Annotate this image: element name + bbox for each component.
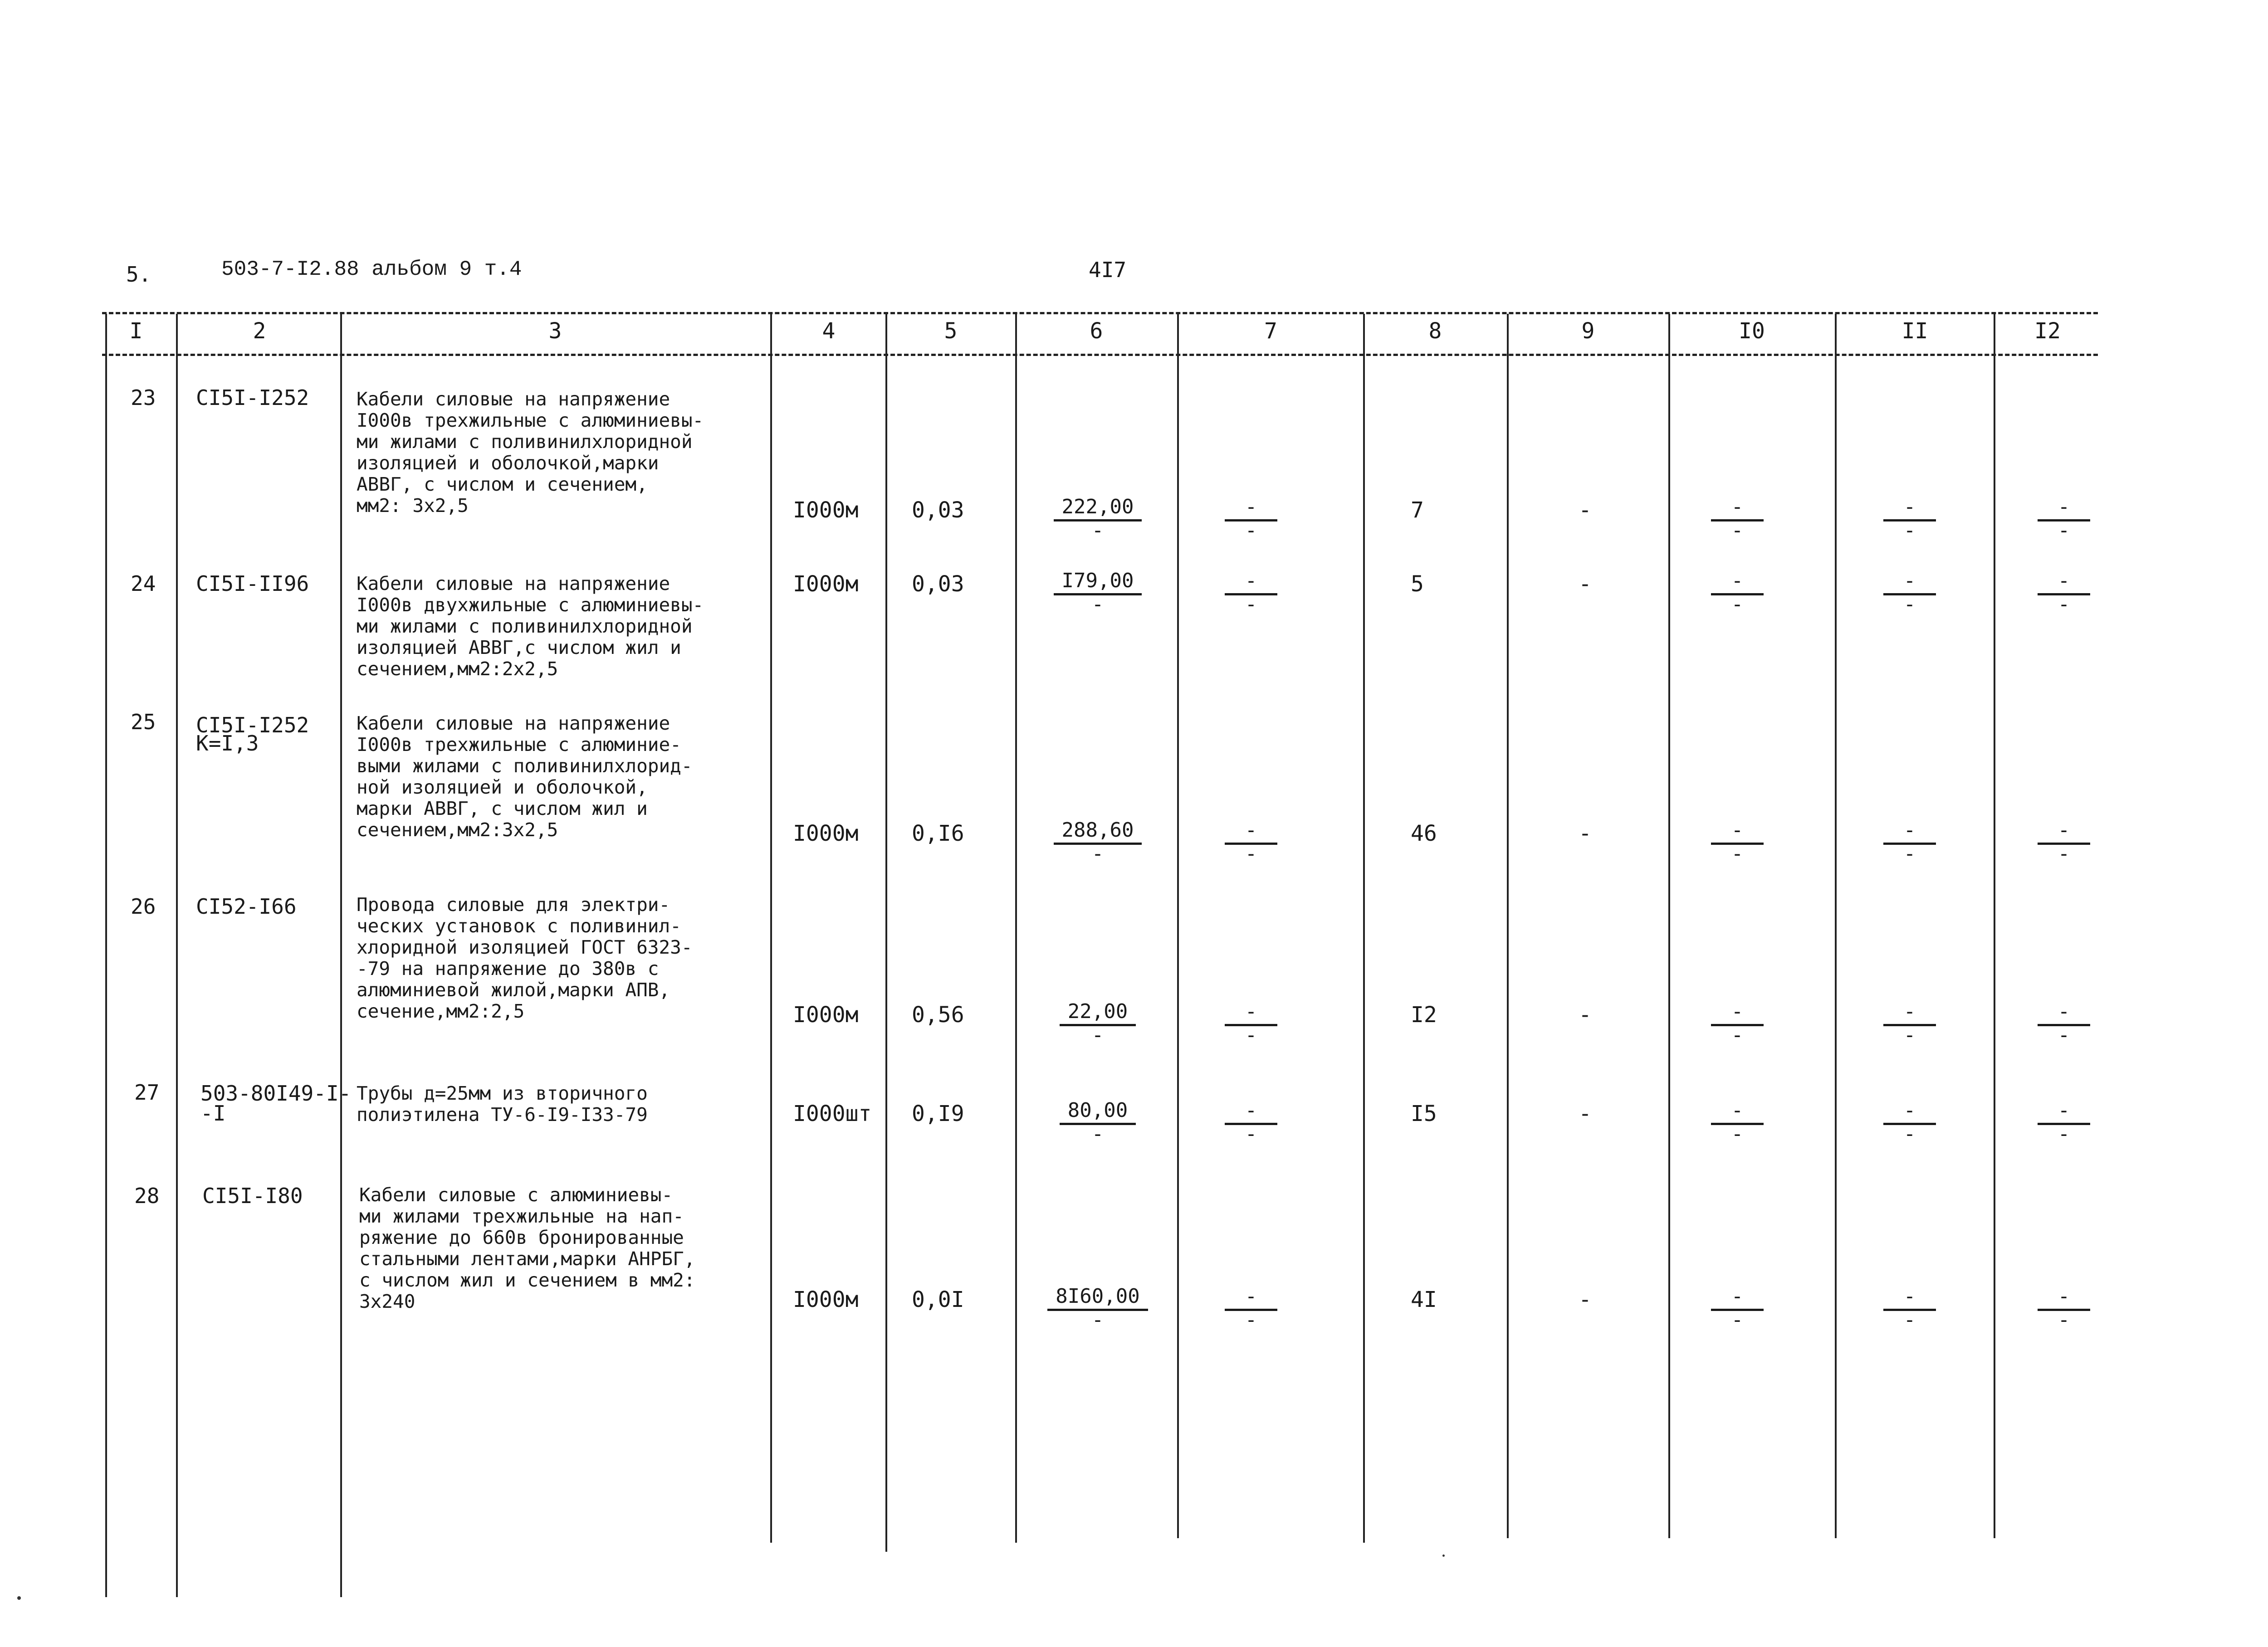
norm-code: CI5I-I252 [196,713,309,737]
col11-value: - - [1851,495,1969,540]
col11-value: - - [1851,569,1969,614]
col7-value: - - [1192,1099,1310,1143]
column-number: 9 [1581,318,1595,344]
norm-code: CI5I-I80 [202,1184,303,1208]
col12-value: - - [2005,569,2123,614]
item-description: Трубы д=25мм из вторичного полиэтилена ТУ-6-I9-I33-79 [357,1082,648,1126]
norm-code-continuation: -I [200,1101,226,1126]
column-rule [1015,314,1017,1543]
col6-value: I79,00 - [1039,569,1157,614]
row-number: 24 [131,571,156,596]
column-rule [105,314,107,1597]
col12-value: - - [2005,819,2123,863]
column-rule [1835,314,1837,1538]
column-rule [1668,314,1670,1538]
row-number: 26 [131,894,156,919]
column-rule [885,314,887,1552]
quantity: 0,I9 [912,1101,964,1126]
unit-of-measure: I000шт [793,1101,872,1126]
col11-value: - - [1851,1000,1969,1044]
col10-value: - - [1678,1285,1796,1329]
col9-value: - [1579,1287,1592,1312]
column-number: 8 [1428,318,1442,344]
column-number: I [129,318,143,344]
header-bottom-border [102,354,2098,356]
col6-value: 22,00 - [1039,1000,1157,1044]
col9-value: - [1579,821,1592,846]
scan-speck [17,1596,21,1600]
col7-value: - - [1192,495,1310,540]
row-number: 28 [134,1184,160,1208]
norm-code: CI5I-II96 [196,571,309,596]
row-number: 23 [131,385,156,410]
column-number: 4 [822,318,836,344]
col9-value: - [1579,1101,1592,1126]
scan-speck [1442,1554,1445,1557]
page-mark: 5. [126,262,152,287]
column-number: 7 [1264,318,1277,344]
item-description: Кабели силовые на напряжение I000в трехжильные с алюминие- выми жилами с поливинилхлорид- ной изоляцией и оболочкой, марки АВВГ, с числом жил и сечением,мм2:3х2,5 [357,712,693,841]
column-rule [1363,314,1365,1543]
column-rule [1507,314,1509,1538]
row-number: 27 [134,1080,160,1105]
col10-value: - - [1678,569,1796,614]
col6-value: 288,60 - [1039,819,1157,863]
col9-value: - [1579,497,1592,523]
col7-value: - - [1192,1000,1310,1044]
col8-value: 4I [1411,1287,1437,1312]
item-description: Провода силовые для электри- ческих установок с поливинил- хлоридной изоляцией ГОСТ 6323- -79 на напряжение до 380в с алюминиевой жилой,марки АПВ, сечение,мм2:2,5 [357,894,693,1022]
item-description: Кабели силовые на напряжение I000в трехжильные с алюминиевы- ми жилами с поливинилхлоридной изоляцией и оболочкой,марки АВВГ, с числом и сечением, мм2: 3х2,5 [357,388,704,517]
column-number: II [1901,318,1928,344]
unit-of-measure: I000м [793,497,859,523]
col11-value: - - [1851,1099,1969,1143]
quantity: 0,56 [912,1002,964,1028]
column-rule [1994,314,1995,1538]
norm-code: 503-80I49-I- [200,1081,352,1106]
col10-value: - - [1678,819,1796,863]
page-number: 4I7 [1089,258,1127,282]
column-rule [1177,314,1179,1538]
quantity: 0,0I [912,1287,964,1312]
column-number: 2 [253,318,266,344]
item-description: Кабели силовые на напряжение I000в двухжильные с алюминиевы- ми жилами с поливинилхлоридной изоляцией АВВГ,с числом жил и сечением,мм2:2х2,5 [357,573,704,680]
quantity: 0,03 [912,497,964,523]
col8-value: 7 [1411,497,1424,523]
col6-value: 8I60,00 - [1039,1285,1157,1329]
column-rule [770,314,772,1543]
col8-value: 5 [1411,571,1424,597]
column-number: 5 [944,318,958,344]
column-rule [176,314,178,1597]
col10-value: - - [1678,495,1796,540]
header-top-border [102,312,2098,314]
norm-code: CI52-I66 [196,894,297,919]
unit-of-measure: I000м [793,1002,859,1028]
column-number: I2 [2034,318,2061,344]
norm-code: CI5I-I252 [196,385,309,410]
col12-value: - - [2005,1000,2123,1044]
row-number: 25 [131,710,156,734]
col6-value: 222,00 - [1039,495,1157,540]
col7-value: - - [1192,569,1310,614]
col11-value: - - [1851,819,1969,863]
col8-value: I2 [1411,1002,1437,1028]
col12-value: - - [2005,1099,2123,1143]
col8-value: 46 [1411,821,1437,846]
column-number: I0 [1739,318,1765,344]
quantity: 0,I6 [912,821,964,846]
document-reference: 503-7-I2.88 альбом 9 т.4 [221,258,522,281]
col9-value: - [1579,571,1592,597]
col7-value: - - [1192,1285,1310,1329]
quantity: 0,03 [912,571,964,597]
unit-of-measure: I000м [793,1287,859,1312]
col10-value: - - [1678,1000,1796,1044]
col7-value: - - [1192,819,1310,863]
item-description: Кабели силовые с алюминиевы- ми жилами трехжильные на нап- ряжение до 660в бронированные стальными лентами,марки АНРБГ, с числом жил и сечением в мм2: 3х240 [359,1184,695,1312]
col12-value: - - [2005,1285,2123,1329]
unit-of-measure: I000м [793,821,859,846]
col8-value: I5 [1411,1101,1437,1126]
col6-value: 80,00 - [1039,1099,1157,1143]
col12-value: - - [2005,495,2123,540]
col11-value: - - [1851,1285,1969,1329]
column-number: 6 [1090,318,1103,344]
unit-of-measure: I000м [793,571,859,597]
column-rule [340,314,342,1597]
col9-value: - [1579,1002,1592,1028]
norm-coefficient: К=I,3 [196,731,259,755]
column-number: 3 [548,318,562,344]
col10-value: - - [1678,1099,1796,1143]
